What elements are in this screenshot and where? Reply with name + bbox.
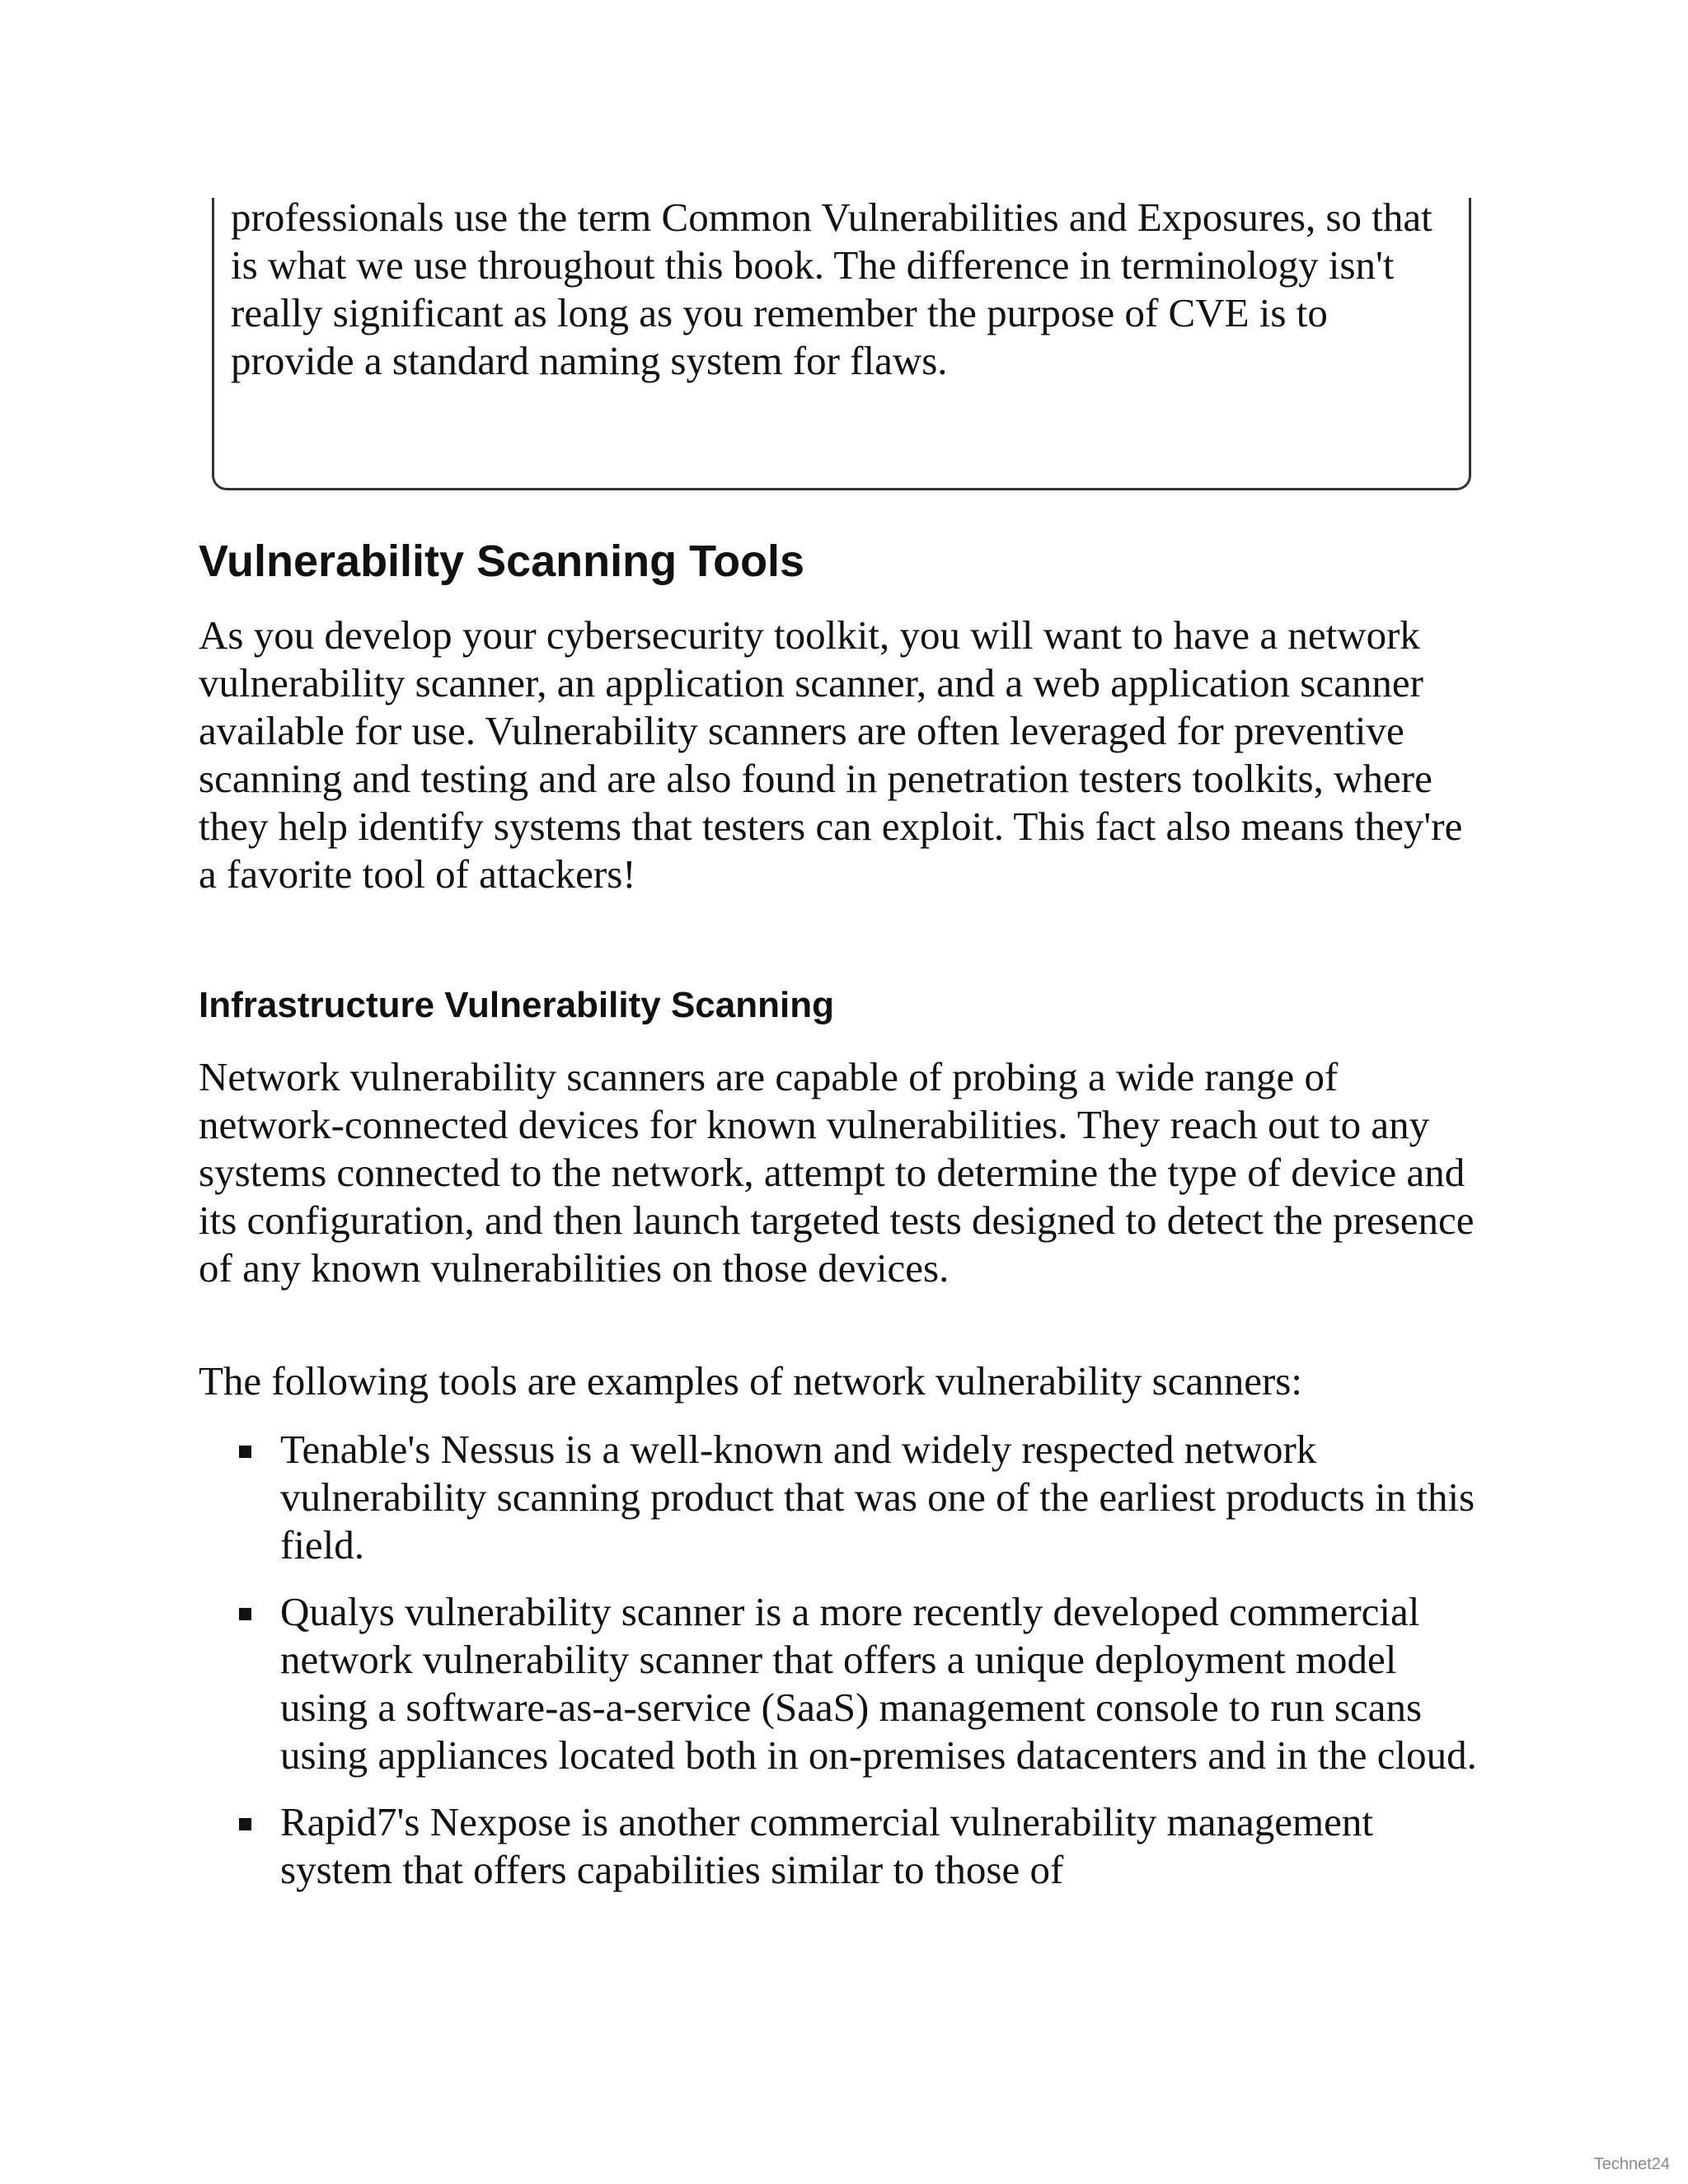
section-intro-paragraph: As you develop your cybersecurity toolkit, you will want to have a network vulnerability scanner, an application scanner, and a web application scanner available for use. Vulnerability scanners are often leveraged for preventive scanning and testing and are also found in penetration testers toolkits, where they help identify systems that testers can exploit. This fact also means they're a favorite tool of attackers! [199, 612, 1463, 897]
scanner-list [239, 1426, 1484, 1894]
list-item-text: Tenable's Nessus is a well-known and widely respected network vulnerability scanning product that was one of the earliest products in this field. [280, 1427, 1475, 1568]
list-item-text: Rapid7's Nexpose is another commercial vulnerability management system that offers capabilities similar to those of [280, 1799, 1373, 1892]
list-item [239, 1798, 1484, 1894]
section-heading: Vulnerability Scanning Tools [199, 537, 805, 586]
sidebar-text: professionals use the term Common Vulnerabilities and Exposures, so that is what we use throughout this book. The difference in terminology isn't really significant as long as you remember the purpose of CVE is to provide a standard naming system for flaws. [231, 194, 1432, 383]
watermark: Technet24 [1593, 2155, 1670, 2173]
subsection-paragraph: Network vulnerability scanners are capable of probing a wide range of network-connected devices for known vulnerabilities. They reach out to any systems connected to the network, attempt to determine the type of device and its configuration, and then launch targeted tests designed to detect the presence of any known vulnerabilities on those devices. [199, 1054, 1475, 1291]
list-item [239, 1426, 1484, 1569]
list-item [239, 1588, 1484, 1779]
list-item-text: Qualys vulnerability scanner is a more recently developed commercial network vulnerability scanner that offers a unique deployment model using a software-as-a-service (SaaS) management console to run scans using appliances located both in on-premises datacenters and in the cloud. [280, 1589, 1477, 1778]
subsection-heading: Infrastructure Vulnerability Scanning [199, 985, 834, 1025]
square-bullet-icon [239, 1446, 251, 1458]
square-bullet-icon [239, 1608, 251, 1620]
list-intro-paragraph: The following tools are examples of network vulnerability scanners: [199, 1358, 1302, 1404]
square-bullet-icon [239, 1818, 251, 1830]
